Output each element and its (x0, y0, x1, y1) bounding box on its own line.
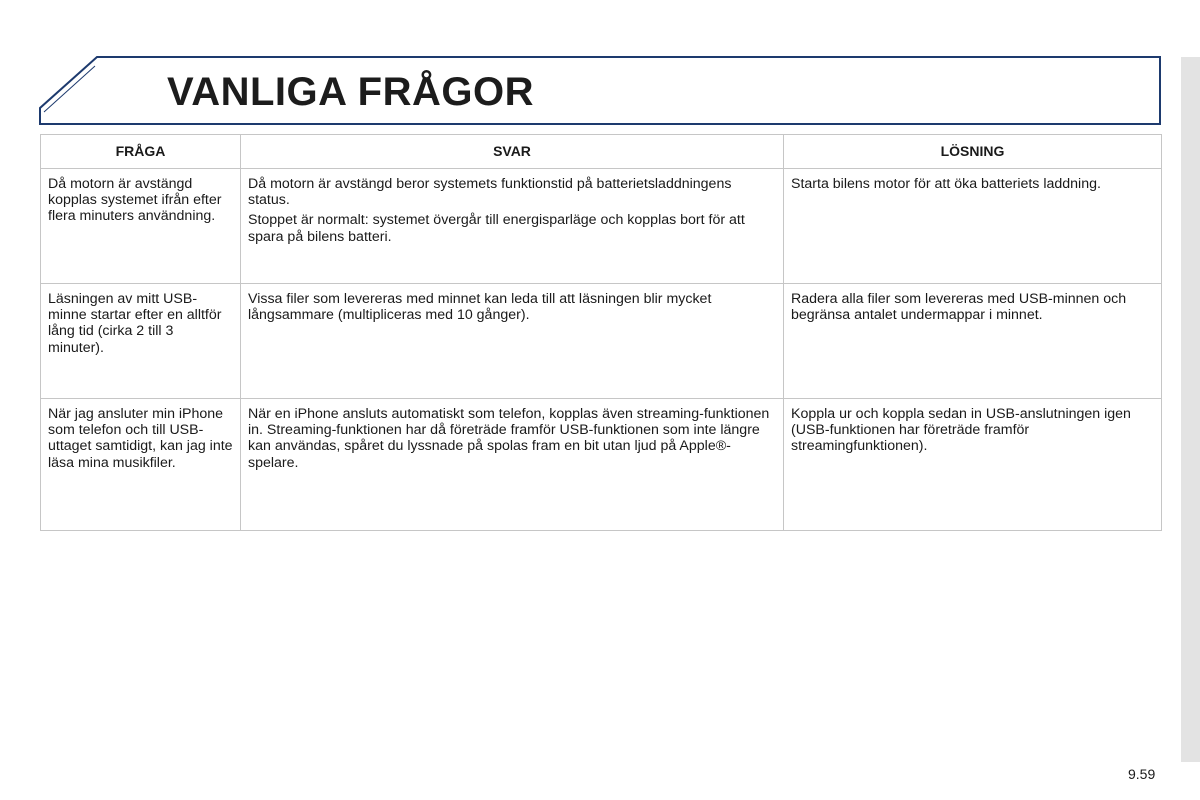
question-cell: Då motorn är avstängd kopplas systemet ifrån efter flera minuters användning. (41, 169, 241, 284)
answer-cell (241, 284, 784, 399)
answer-paragraph: Stoppet är normalt: systemet övergår till energisparläge och kopplas bort för att spara på bilens batteri. (248, 212, 745, 245)
column-header-answer: SVAR (241, 135, 784, 169)
table-row (41, 169, 1162, 284)
question-cell: Läsningen av mitt USB-minne startar efter en alltför lång tid (cirka 2 till 3 minuter). (41, 284, 241, 399)
solution-cell: Starta bilens motor för att öka batteriets laddning. (784, 169, 1162, 284)
answer-cell (241, 399, 784, 531)
side-strip (1181, 57, 1200, 762)
answer-cell (241, 169, 784, 284)
answer-paragraph: När en iPhone ansluts automatiskt som telefon, kopplas även streaming-funktionen in. Streaming-funktionen har då företräde framför USB-funktionen som inte längre kan användas, spåret du lyssnade på spolas fram en bit utan ljud på Apple®-spelare. (248, 406, 770, 471)
faq-table (40, 134, 1162, 531)
page-title: VANLIGA FRÅGOR (167, 70, 534, 114)
title-frame-corner-accent (44, 66, 95, 112)
table-row (41, 399, 1162, 531)
answer-paragraph: Vissa filer som levereras med minnet kan leda till att läsningen blir mycket långsammare (multipliceras med 10 gånger). (248, 291, 712, 324)
column-header-solution: LÖSNING (784, 135, 1162, 169)
column-header-question: FRÅGA (41, 135, 241, 169)
answer-paragraph: Då motorn är avstängd beror systemets funktionstid på batterietsladdningens status. (248, 176, 732, 209)
table-row (41, 284, 1162, 399)
question-cell: När jag ansluter min iPhone som telefon och till USB-uttaget samtidigt, kan jag inte läsa mina musikfiler. (41, 399, 241, 531)
page-number: 9.59 (1128, 766, 1156, 782)
solution-cell: Koppla ur och koppla sedan in USB-anslutningen igen (USB-funktionen har företräde framför streamingfunktionen). (784, 399, 1162, 531)
solution-cell: Radera alla filer som levereras med USB-minnen och begränsa antalet undermappar i minnet. (784, 284, 1162, 399)
table-header-row (41, 135, 1162, 169)
